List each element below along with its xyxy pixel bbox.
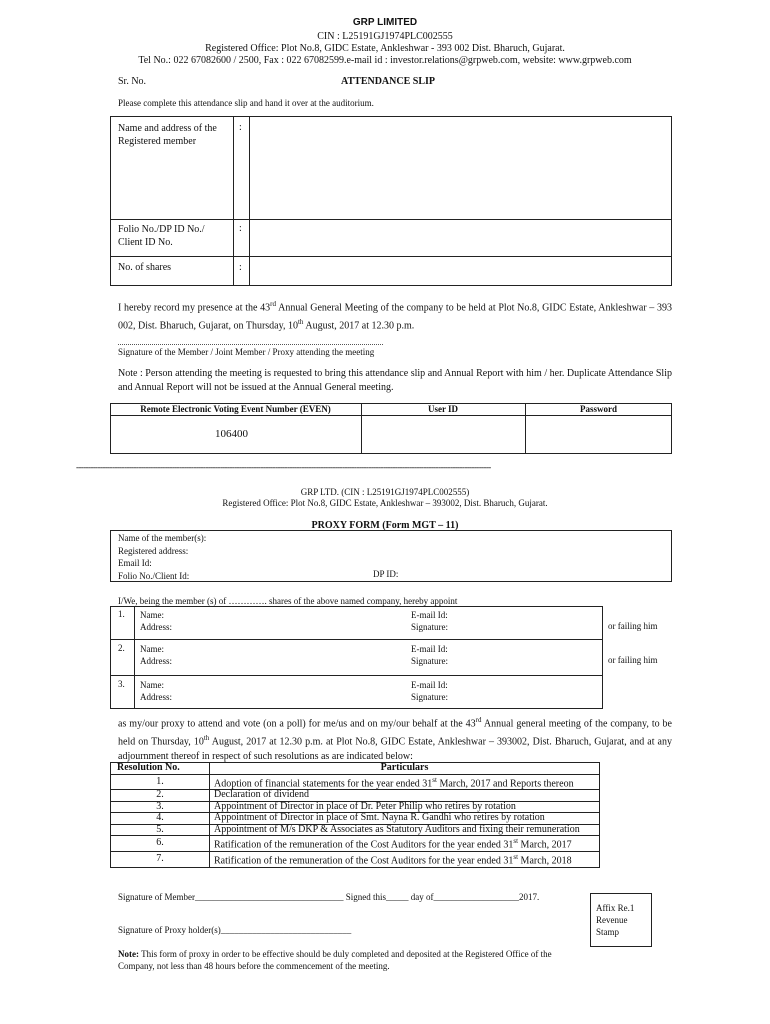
appointee-1-left: Name: Address: bbox=[140, 610, 172, 632]
proxy-office-line: Registered Office: Plot No.8, GIDC Estate, Ankleshwar – 393002, Dist. Bharuch, Gujarat. bbox=[222, 498, 548, 508]
revenue-stamp-text: Affix Re.1 Revenue Stamp bbox=[596, 903, 635, 937]
shares-input[interactable] bbox=[252, 258, 668, 284]
resolution-row bbox=[111, 801, 600, 813]
resolution-number: 4. bbox=[111, 813, 210, 825]
attendance-instruction: Please complete this attendance slip and hand it over at the auditorium. bbox=[118, 98, 374, 108]
sr-no-label: Sr. No. bbox=[118, 76, 147, 87]
appointees-divider bbox=[134, 606, 135, 709]
resolution-particulars: Appointment of Director in place of Smt. Nayna R. Gandhi who retires by rotation bbox=[210, 813, 600, 825]
evoting-header-userid: User ID bbox=[427, 404, 459, 414]
proxy-note: Note: This form of proxy in order to be effective should be duly completed and deposited at the Registered Office of the Company, not less than 48 hours before the commencement of the meeting. bbox=[118, 949, 552, 971]
resolution-particulars: Appointment of Director in place of Dr. Peter Philip who retires by rotation bbox=[210, 801, 600, 813]
evoting-header-even: Remote Electronic Voting Event Number (EVEN) bbox=[140, 404, 331, 414]
appointee-rule-2 bbox=[110, 675, 603, 676]
resolution-particulars: Declaration of dividend bbox=[210, 790, 600, 802]
resolution-row bbox=[111, 790, 600, 802]
company-cin: CIN : L25191GJ1974PLC002555 bbox=[317, 31, 453, 42]
field-label-folio: Folio No./DP ID No./ Client ID No. bbox=[118, 224, 205, 248]
password-input[interactable] bbox=[527, 417, 670, 452]
or-failing-him: or failing him bbox=[608, 621, 658, 631]
contact-line: Tel No.: 022 67082600 / 2500, Fax : 022 67082599.e-mail id : investor.relations@grpweb.com, website: www.grpweb.com bbox=[138, 55, 632, 66]
field-label-shares: No. of shares bbox=[118, 262, 172, 273]
record-presence-text: I hereby record my presence at the 43rd Annual General Meeting of the company to be held at Plot No.8, GIDC Estate, Ankleshwar – 393 002, Dist. Bharuch, Gujarat, on Thursday, 10th August, 2017 at 12.30 p.m. bbox=[118, 300, 672, 332]
attendance-note: Note : Person attending the meeting is requested to bring this attendance slip and Annual Report with him / her. Duplicate Attendance Slip and Annual Report will not be issued at the Annual General meeting. bbox=[118, 368, 672, 393]
resolution-row bbox=[111, 852, 600, 868]
field-colon: : bbox=[239, 223, 242, 234]
evoting-header-rule bbox=[110, 415, 672, 416]
proxy-signature-line: Signature of Proxy holder(s)_____________________________ bbox=[118, 925, 352, 935]
field-colon: : bbox=[239, 262, 242, 273]
or-failing-him: or failing him bbox=[608, 655, 658, 665]
proxy-form-title: PROXY FORM (Form MGT – 11) bbox=[311, 520, 459, 531]
appointee-1-right: E-mail Id: Signature: bbox=[411, 610, 448, 632]
resolution-number: 1. bbox=[111, 774, 210, 790]
even-value: 106400 bbox=[215, 428, 248, 440]
proxy-authorisation-text: as my/our proxy to attend and vote (on a poll) for me/us and on my/our behalf at the 43rd Annual general meeting of the company, to be held on Thursday, 10th August, 2017 at 12.30 p.m. at Plot No.8, GIDC Estate, Ankleshwar – 393002, Dist. Bharuch, Gujarat, and at any adjournment thereof in respect of such resolutions as are indicated below: bbox=[118, 716, 672, 762]
member-signature-line: Signature of Member_________________________________ Signed this_____ day of___________________2017. bbox=[118, 892, 540, 902]
appoint-line: I/We, being the member (s) of …………. shares of the above named company, hereby appoint bbox=[118, 596, 458, 606]
resolution-particulars: Adoption of financial statements for the year ended 31st March, 2017 and Reports thereon bbox=[210, 774, 600, 790]
signature-line bbox=[118, 344, 383, 345]
cut-separator: ----------------------------------------------------------------------------------------------------------------------------------------------------------------------------- bbox=[76, 462, 491, 472]
resolution-particulars: Appointment of M/s DKP & Associates as Statutory Auditors and fixing their remuneration bbox=[210, 824, 600, 836]
field-label-name-address: Name and address of the Registered member bbox=[118, 123, 217, 147]
appointee-2-right: E-mail Id: Signature: bbox=[411, 644, 448, 666]
resolution-particulars: Ratification of the remuneration of the Cost Auditors for the year ended 31st March, 2018 bbox=[210, 852, 600, 868]
proxy-company-line: GRP LTD. (CIN : L25191GJ1974PLC002555) bbox=[300, 487, 470, 497]
folio-input[interactable] bbox=[252, 221, 668, 254]
appointee-rule-1 bbox=[110, 639, 603, 640]
company-name: GRP LIMITED bbox=[352, 17, 418, 28]
proxy-member-fields bbox=[118, 532, 206, 582]
signature-caption: Signature of the Member / Joint Member / Proxy attending the meeting bbox=[118, 347, 375, 357]
resolution-no-header: Resolution No. bbox=[111, 763, 210, 775]
appointee-3-left: Name: Address: bbox=[140, 680, 172, 702]
member-box-divider-2 bbox=[249, 116, 250, 286]
appointee-3-right: E-mail Id: Signature: bbox=[411, 680, 448, 702]
member-email-label: Email Id: bbox=[118, 558, 152, 568]
appointee-number: 3. bbox=[118, 679, 125, 689]
appointee-number: 2. bbox=[118, 643, 125, 653]
field-colon: : bbox=[239, 122, 242, 133]
name-address-input[interactable] bbox=[252, 118, 668, 216]
resolution-row bbox=[111, 824, 600, 836]
member-box-rule-1 bbox=[110, 219, 672, 220]
resolution-particulars: Ratification of the remuneration of the Cost Auditors for the year ended 31st March, 2017 bbox=[210, 836, 600, 852]
resolution-row bbox=[111, 836, 600, 852]
resolution-number: 7. bbox=[111, 852, 210, 868]
resolution-number: 6. bbox=[111, 836, 210, 852]
member-address-label: Registered address: bbox=[118, 545, 189, 556]
member-dp-label: DP ID: bbox=[373, 569, 399, 579]
particulars-header: Particulars bbox=[210, 763, 600, 775]
resolutions-table bbox=[110, 762, 600, 868]
member-folio-label: Folio No./Client Id: bbox=[118, 570, 190, 581]
appointees-box bbox=[110, 606, 603, 709]
appointee-2-left: Name: Address: bbox=[140, 644, 172, 666]
resolution-number: 3. bbox=[111, 801, 210, 813]
member-box-divider-1 bbox=[233, 116, 234, 286]
member-box-rule-2 bbox=[110, 256, 672, 257]
registered-office: Registered Office: Plot No.8, GIDC Estate, Ankleshwar - 393 002 Dist. Bharuch, Gujarat. bbox=[205, 43, 565, 54]
user-id-input[interactable] bbox=[363, 417, 523, 452]
resolution-row bbox=[111, 813, 600, 825]
member-name-label: Name of the member(s): bbox=[118, 533, 207, 543]
resolution-row bbox=[111, 774, 600, 790]
resolution-number: 2. bbox=[111, 790, 210, 802]
appointee-number: 1. bbox=[118, 609, 125, 619]
evoting-header-password: Password bbox=[579, 404, 617, 414]
attendance-title: ATTENDANCE SLIP bbox=[341, 76, 435, 87]
resolutions-header-row bbox=[111, 763, 600, 775]
resolution-number: 5. bbox=[111, 824, 210, 836]
